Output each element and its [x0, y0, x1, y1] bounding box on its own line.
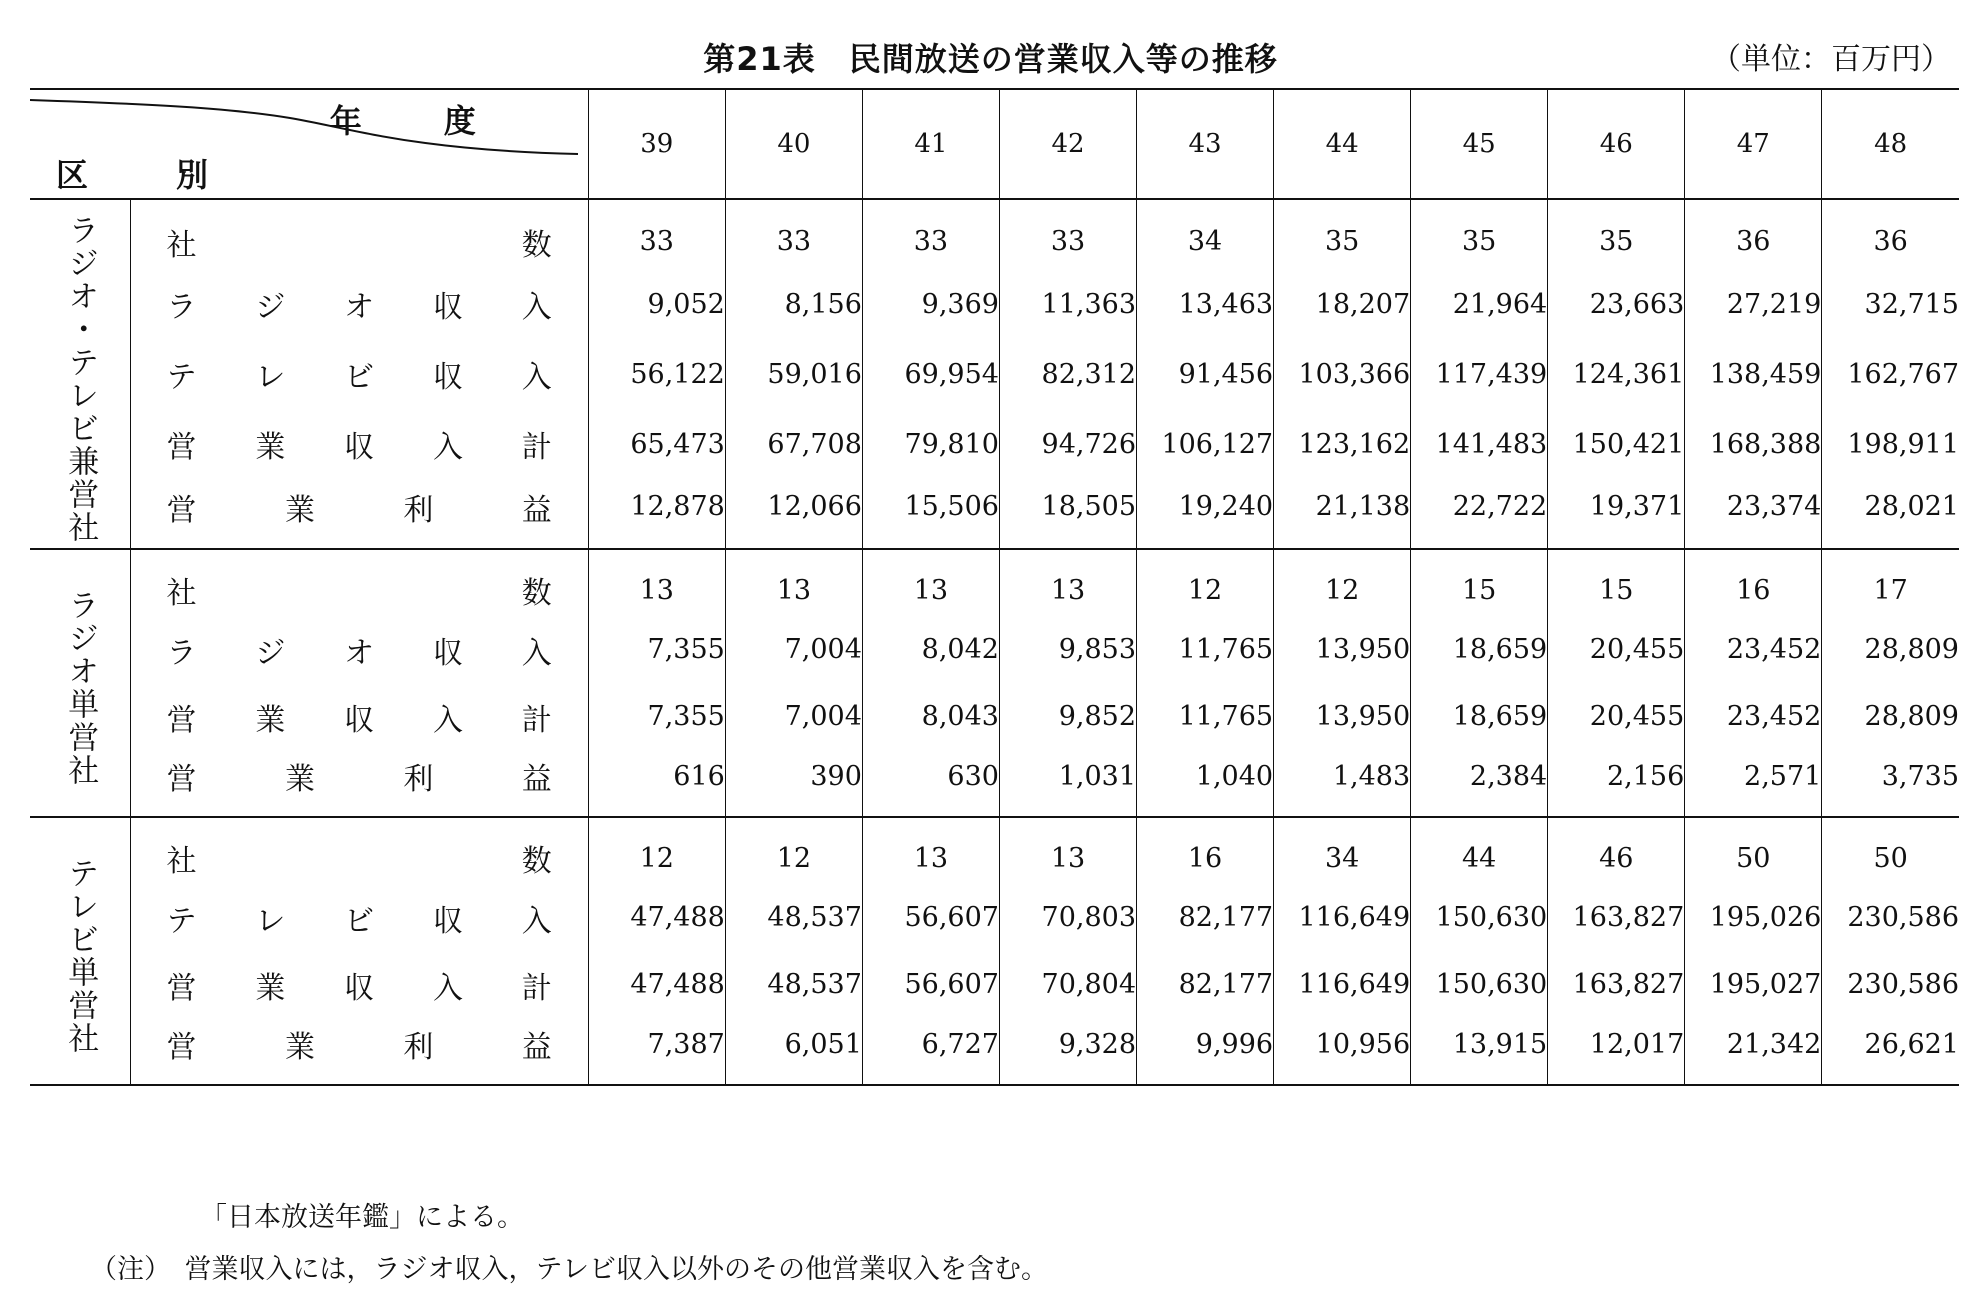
table-row [30, 269, 1959, 339]
value-cell-48: 17 [1822, 549, 1959, 616]
row-label: ラ ジ オ 収 入 [166, 635, 552, 671]
row-label-cell [130, 884, 588, 951]
value-cell-47: 138,459 [1685, 339, 1822, 409]
value-cell-43: 91,456 [1137, 339, 1274, 409]
group-label: テレビ単営社 [62, 857, 99, 1055]
value-cell-42: 18,505 [999, 479, 1136, 549]
row-label-cell [130, 616, 588, 683]
value-cell-44: 12 [1274, 549, 1411, 616]
value-cell-39: 47,488 [588, 884, 725, 951]
table-row [30, 1018, 1959, 1085]
value-cell-45: 44 [1411, 817, 1548, 884]
value-cell-41: 8,042 [862, 616, 999, 683]
value-cell-46: 163,827 [1548, 951, 1685, 1018]
value-cell-42: 9,328 [999, 1018, 1136, 1085]
value-cell-45: 21,964 [1411, 269, 1548, 339]
value-cell-39: 7,387 [588, 1018, 725, 1085]
value-cell-43: 12 [1137, 549, 1274, 616]
value-cell-42: 82,312 [999, 339, 1136, 409]
value-cell-42: 94,726 [999, 409, 1136, 479]
value-cell-48: 28,809 [1822, 616, 1959, 683]
value-cell-39: 12,878 [588, 479, 725, 549]
row-label: テ レ ビ 収 入 [166, 360, 552, 395]
value-cell-45: 35 [1411, 199, 1548, 269]
value-cell-48: 28,021 [1822, 479, 1959, 549]
notes [90, 1192, 1048, 1296]
group-label: ラジオ・テレビ兼営社 [62, 214, 99, 544]
value-cell-41: 56,607 [862, 884, 999, 951]
value-cell-45: 2,384 [1411, 750, 1548, 817]
value-cell-44: 35 [1274, 199, 1411, 269]
value-cell-40: 6,051 [725, 1018, 862, 1085]
value-cell-46: 2,156 [1548, 750, 1685, 817]
value-cell-43: 13,463 [1137, 269, 1274, 339]
header-year-48: 48 [1822, 89, 1959, 199]
group-label: ラジオ単営社 [62, 589, 99, 787]
table-row [30, 479, 1959, 549]
source-note: 「日本放送年鑑」による。 [200, 1202, 524, 1233]
value-cell-45: 13,915 [1411, 1018, 1548, 1085]
value-cell-39: 616 [588, 750, 725, 817]
value-cell-40: 8,156 [725, 269, 862, 339]
value-cell-41: 8,043 [862, 683, 999, 750]
table-row [30, 750, 1959, 817]
table-row [30, 817, 1959, 884]
value-cell-46: 150,421 [1548, 409, 1685, 479]
value-cell-40: 33 [725, 199, 862, 269]
value-cell-43: 1,040 [1137, 750, 1274, 817]
value-cell-44: 116,649 [1274, 951, 1411, 1018]
row-label: 社 数 [166, 227, 552, 263]
value-cell-39: 12 [588, 817, 725, 884]
value-cell-44: 123,162 [1274, 409, 1411, 479]
header-year-45: 45 [1411, 89, 1548, 199]
value-cell-41: 6,727 [862, 1018, 999, 1085]
section-1 [30, 199, 1959, 549]
value-cell-42: 33 [999, 199, 1136, 269]
value-cell-44: 13,950 [1274, 683, 1411, 750]
value-cell-46: 19,371 [1548, 479, 1685, 549]
value-cell-48: 198,911 [1822, 409, 1959, 479]
value-cell-39: 7,355 [588, 683, 725, 750]
value-cell-41: 79,810 [862, 409, 999, 479]
value-cell-42: 70,804 [999, 951, 1136, 1018]
value-cell-47: 21,342 [1685, 1018, 1822, 1085]
table-title: 第21表 民間放送の営業収入等の推移 [703, 40, 1278, 78]
value-cell-45: 15 [1411, 549, 1548, 616]
value-cell-45: 117,439 [1411, 339, 1548, 409]
header-year-label: 年度 [329, 102, 558, 140]
table-row [30, 549, 1959, 616]
value-cell-41: 630 [862, 750, 999, 817]
row-label-cell [130, 479, 588, 549]
value-cell-47: 195,026 [1685, 884, 1822, 951]
value-cell-43: 11,765 [1137, 683, 1274, 750]
row-label-cell [130, 817, 588, 884]
header-year-40: 40 [725, 89, 862, 199]
value-cell-46: 124,361 [1548, 339, 1685, 409]
value-cell-42: 70,803 [999, 884, 1136, 951]
value-cell-48: 26,621 [1822, 1018, 1959, 1085]
value-cell-46: 12,017 [1548, 1018, 1685, 1085]
value-cell-41: 69,954 [862, 339, 999, 409]
value-cell-39: 33 [588, 199, 725, 269]
value-cell-40: 390 [725, 750, 862, 817]
value-cell-48: 3,735 [1822, 750, 1959, 817]
value-cell-46: 46 [1548, 817, 1685, 884]
header-year-42: 42 [999, 89, 1136, 199]
value-cell-43: 9,996 [1137, 1018, 1274, 1085]
value-cell-48: 230,586 [1822, 884, 1959, 951]
value-cell-42: 13 [999, 549, 1136, 616]
value-cell-40: 48,537 [725, 884, 862, 951]
value-cell-40: 67,708 [725, 409, 862, 479]
header-year-47: 47 [1685, 89, 1822, 199]
header-year-43: 43 [1137, 89, 1274, 199]
header-year-39: 39 [588, 89, 725, 199]
value-cell-46: 20,455 [1548, 616, 1685, 683]
table-row [30, 884, 1959, 951]
row-label: 社 数 [166, 844, 552, 879]
value-cell-46: 35 [1548, 199, 1685, 269]
header-year-44: 44 [1274, 89, 1411, 199]
row-label: 営 業 収 入 計 [166, 430, 552, 465]
value-cell-43: 82,177 [1137, 884, 1274, 951]
value-cell-44: 21,138 [1274, 479, 1411, 549]
row-label-cell [130, 409, 588, 479]
value-cell-47: 2,571 [1685, 750, 1822, 817]
table-row [30, 409, 1959, 479]
table-row [30, 199, 1959, 269]
header-category-label: 区別 [56, 156, 297, 194]
section-2 [30, 549, 1959, 817]
value-cell-45: 22,722 [1411, 479, 1548, 549]
value-cell-39: 9,052 [588, 269, 725, 339]
row-label: 営 業 利 益 [166, 762, 552, 797]
value-cell-39: 13 [588, 549, 725, 616]
value-cell-42: 11,363 [999, 269, 1136, 339]
value-cell-39: 47,488 [588, 951, 725, 1018]
value-cell-41: 13 [862, 549, 999, 616]
value-cell-40: 13 [725, 549, 862, 616]
value-cell-39: 7,355 [588, 616, 725, 683]
row-label: ラ ジ オ 収 入 [166, 290, 552, 325]
value-cell-47: 195,027 [1685, 951, 1822, 1018]
header-corner [30, 89, 588, 199]
value-cell-44: 10,956 [1274, 1018, 1411, 1085]
value-cell-44: 116,649 [1274, 884, 1411, 951]
value-cell-47: 23,374 [1685, 479, 1822, 549]
value-cell-46: 20,455 [1548, 683, 1685, 750]
value-cell-43: 19,240 [1137, 479, 1274, 549]
value-cell-46: 23,663 [1548, 269, 1685, 339]
value-cell-44: 103,366 [1274, 339, 1411, 409]
value-cell-48: 230,586 [1822, 951, 1959, 1018]
value-cell-47: 16 [1685, 549, 1822, 616]
value-cell-48: 162,767 [1822, 339, 1959, 409]
value-cell-41: 9,369 [862, 269, 999, 339]
value-cell-45: 150,630 [1411, 884, 1548, 951]
row-label-cell [130, 269, 588, 339]
table-row [30, 339, 1959, 409]
row-label: 営 業 利 益 [166, 1030, 552, 1065]
value-cell-44: 18,207 [1274, 269, 1411, 339]
row-label: 社 数 [166, 576, 552, 611]
group-label-cell [30, 817, 130, 1085]
table-row [30, 951, 1959, 1018]
value-cell-40: 12 [725, 817, 862, 884]
table-row [30, 683, 1959, 750]
row-label: 営 業 収 入 計 [166, 970, 552, 1006]
value-cell-41: 13 [862, 817, 999, 884]
row-label: 営 業 収 入 計 [166, 702, 552, 738]
row-label-cell [130, 683, 588, 750]
value-cell-42: 9,852 [999, 683, 1136, 750]
value-cell-42: 13 [999, 817, 1136, 884]
group-label-cell [30, 199, 130, 549]
row-label-cell [130, 199, 588, 269]
value-cell-48: 28,809 [1822, 683, 1959, 750]
value-cell-43: 16 [1137, 817, 1274, 884]
value-cell-47: 50 [1685, 817, 1822, 884]
value-cell-48: 32,715 [1822, 269, 1959, 339]
row-label-cell [130, 339, 588, 409]
header-row [30, 89, 1959, 199]
value-cell-46: 15 [1548, 549, 1685, 616]
row-label-cell [130, 750, 588, 817]
value-cell-40: 59,016 [725, 339, 862, 409]
value-cell-45: 150,630 [1411, 951, 1548, 1018]
value-cell-43: 34 [1137, 199, 1274, 269]
value-cell-40: 48,537 [725, 951, 862, 1018]
value-cell-40: 7,004 [725, 683, 862, 750]
value-cell-40: 12,066 [725, 479, 862, 549]
value-cell-44: 34 [1274, 817, 1411, 884]
value-cell-40: 7,004 [725, 616, 862, 683]
value-cell-42: 1,031 [999, 750, 1136, 817]
row-label: 営 業 利 益 [166, 492, 552, 528]
value-cell-48: 50 [1822, 817, 1959, 884]
footnote: （注） 営業収入には，ラジオ収入，テレビ収入以外のその他営業収入を含む。 [90, 1254, 1048, 1285]
value-cell-43: 106,127 [1137, 409, 1274, 479]
value-cell-47: 168,388 [1685, 409, 1822, 479]
value-cell-45: 18,659 [1411, 683, 1548, 750]
row-label: テ レ ビ 収 入 [166, 903, 552, 939]
header-year-41: 41 [862, 89, 999, 199]
value-cell-45: 18,659 [1411, 616, 1548, 683]
value-cell-46: 163,827 [1548, 884, 1685, 951]
value-cell-42: 9,853 [999, 616, 1136, 683]
revenue-table [30, 88, 1959, 1086]
value-cell-44: 1,483 [1274, 750, 1411, 817]
value-cell-48: 36 [1822, 199, 1959, 269]
row-label-cell [130, 1018, 588, 1085]
table-row [30, 616, 1959, 683]
row-label-cell [130, 549, 588, 616]
value-cell-45: 141,483 [1411, 409, 1548, 479]
section-3 [30, 817, 1959, 1085]
group-label-cell [30, 549, 130, 817]
value-cell-39: 65,473 [588, 409, 725, 479]
value-cell-47: 23,452 [1685, 616, 1822, 683]
value-cell-43: 82,177 [1137, 951, 1274, 1018]
value-cell-41: 15,506 [862, 479, 999, 549]
value-cell-43: 11,765 [1137, 616, 1274, 683]
value-cell-47: 23,452 [1685, 683, 1822, 750]
value-cell-47: 36 [1685, 199, 1822, 269]
value-cell-41: 33 [862, 199, 999, 269]
value-cell-44: 13,950 [1274, 616, 1411, 683]
value-cell-47: 27,219 [1685, 269, 1822, 339]
header-year-46: 46 [1548, 89, 1685, 199]
value-cell-41: 56,607 [862, 951, 999, 1018]
row-label-cell [130, 951, 588, 1018]
unit-label: （単位：百万円） [1711, 42, 1951, 77]
value-cell-39: 56,122 [588, 339, 725, 409]
